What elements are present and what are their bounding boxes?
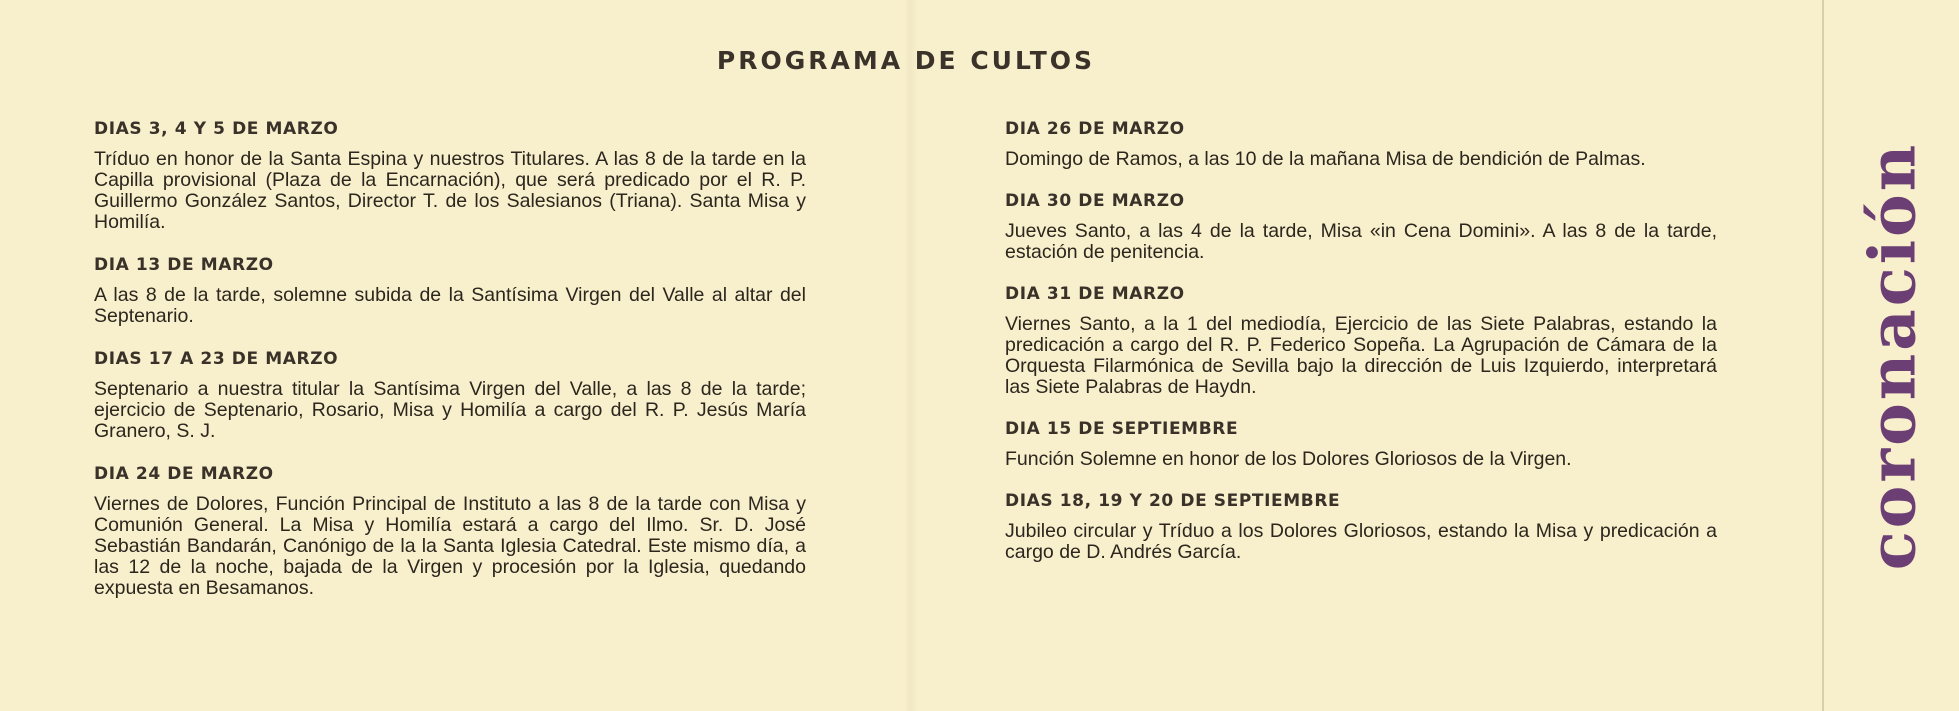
entry-text: Jubileo circular y Tríduo a los Dolores Gloriosos, estando la Misa y predicación a cargo de D. Andrés García. [1005, 520, 1717, 563]
program-title: PROGRAMA DE CULTOS [716, 46, 1096, 75]
entry-heading: DIA 13 DE MARZO [94, 255, 274, 275]
entry-heading: DIA 31 DE MARZO [1005, 284, 1185, 304]
schedule-entry [1005, 190, 1717, 263]
entry-heading: DIA 30 DE MARZO [1005, 191, 1185, 211]
entry-text: Jueves Santo, a las 4 de la tarde, Misa «in Cena Domini». A las 8 de la tarde, estación de penitencia. [1005, 220, 1717, 263]
right-column [1005, 118, 1717, 563]
schedule-entry [1005, 418, 1717, 470]
entry-heading: DIA 26 DE MARZO [1005, 119, 1185, 139]
entry-heading: DIAS 18, 19 Y 20 DE SEPTIEMBRE [1005, 491, 1341, 511]
fold-divider [1822, 0, 1824, 711]
schedule-entry [94, 348, 806, 442]
entry-text: Septenario a nuestra titular la Santísima Virgen del Valle, a las 8 de la tarde; ejercicio de Septenario, Rosario, Misa y Homilía a cargo del R. P. Jesús María Granero, S. J. [94, 378, 806, 442]
entry-heading: DIAS 3, 4 Y 5 DE MARZO [94, 119, 339, 139]
entry-heading: DIA 24 DE MARZO [94, 464, 274, 484]
entry-text: A las 8 de la tarde, solemne subida de la Santísima Virgen del Valle al altar del Septenario. [94, 284, 806, 327]
coronacion-side-panel [1826, 0, 1959, 711]
entry-text: Domingo de Ramos, a las 10 de la mañana Misa de bendición de Palmas. [1005, 148, 1646, 170]
coronacion-vertical-word: coronación [1855, 141, 1930, 570]
entry-text: Viernes de Dolores, Función Principal de Instituto a las 8 de la tarde con Misa y Comunión General. La Misa y Homilía estará a cargo del Ilmo. Sr. D. José Sebastián Bandarán, Canónigo de la la Santa Iglesia Catedral. Este mismo día, a las 12 de la noche, bajada de la Virgen y procesión por la Iglesia, quedando expuesta en Besamanos. [94, 493, 806, 599]
entry-heading: DIA 15 DE SEPTIEMBRE [1005, 419, 1239, 439]
schedule-entry [94, 118, 806, 233]
schedule-entry [1005, 283, 1717, 398]
entry-text: Tríduo en honor de la Santa Espina y nuestros Titulares. A las 8 de la tarde en la Capilla provisional (Plaza de la Encarnación), que será predicado por el R. P. Guillermo González Santos, Director T. de los Salesianos (Triana). Santa Misa y Homilía. [94, 148, 806, 233]
entry-heading: DIAS 17 A 23 DE MARZO [94, 349, 339, 369]
entry-text: Función Solemne en honor de los Dolores Gloriosos de la Virgen. [1005, 448, 1572, 470]
schedule-entry [1005, 118, 1717, 170]
entry-text: Viernes Santo, a la 1 del mediodía, Ejercicio de las Siete Palabras, estando la predicación a cargo del R. P. Federico Sopeña. La Agrupación de Cámara de la Orquesta Filarmónica de Sevilla bajo la dirección de Luis Izquierdo, interpretará las Siete Palabras de Haydn. [1005, 313, 1717, 398]
schedule-entry [94, 254, 806, 327]
schedule-entry [1005, 490, 1717, 563]
left-column [94, 118, 806, 599]
schedule-entry [94, 463, 806, 599]
